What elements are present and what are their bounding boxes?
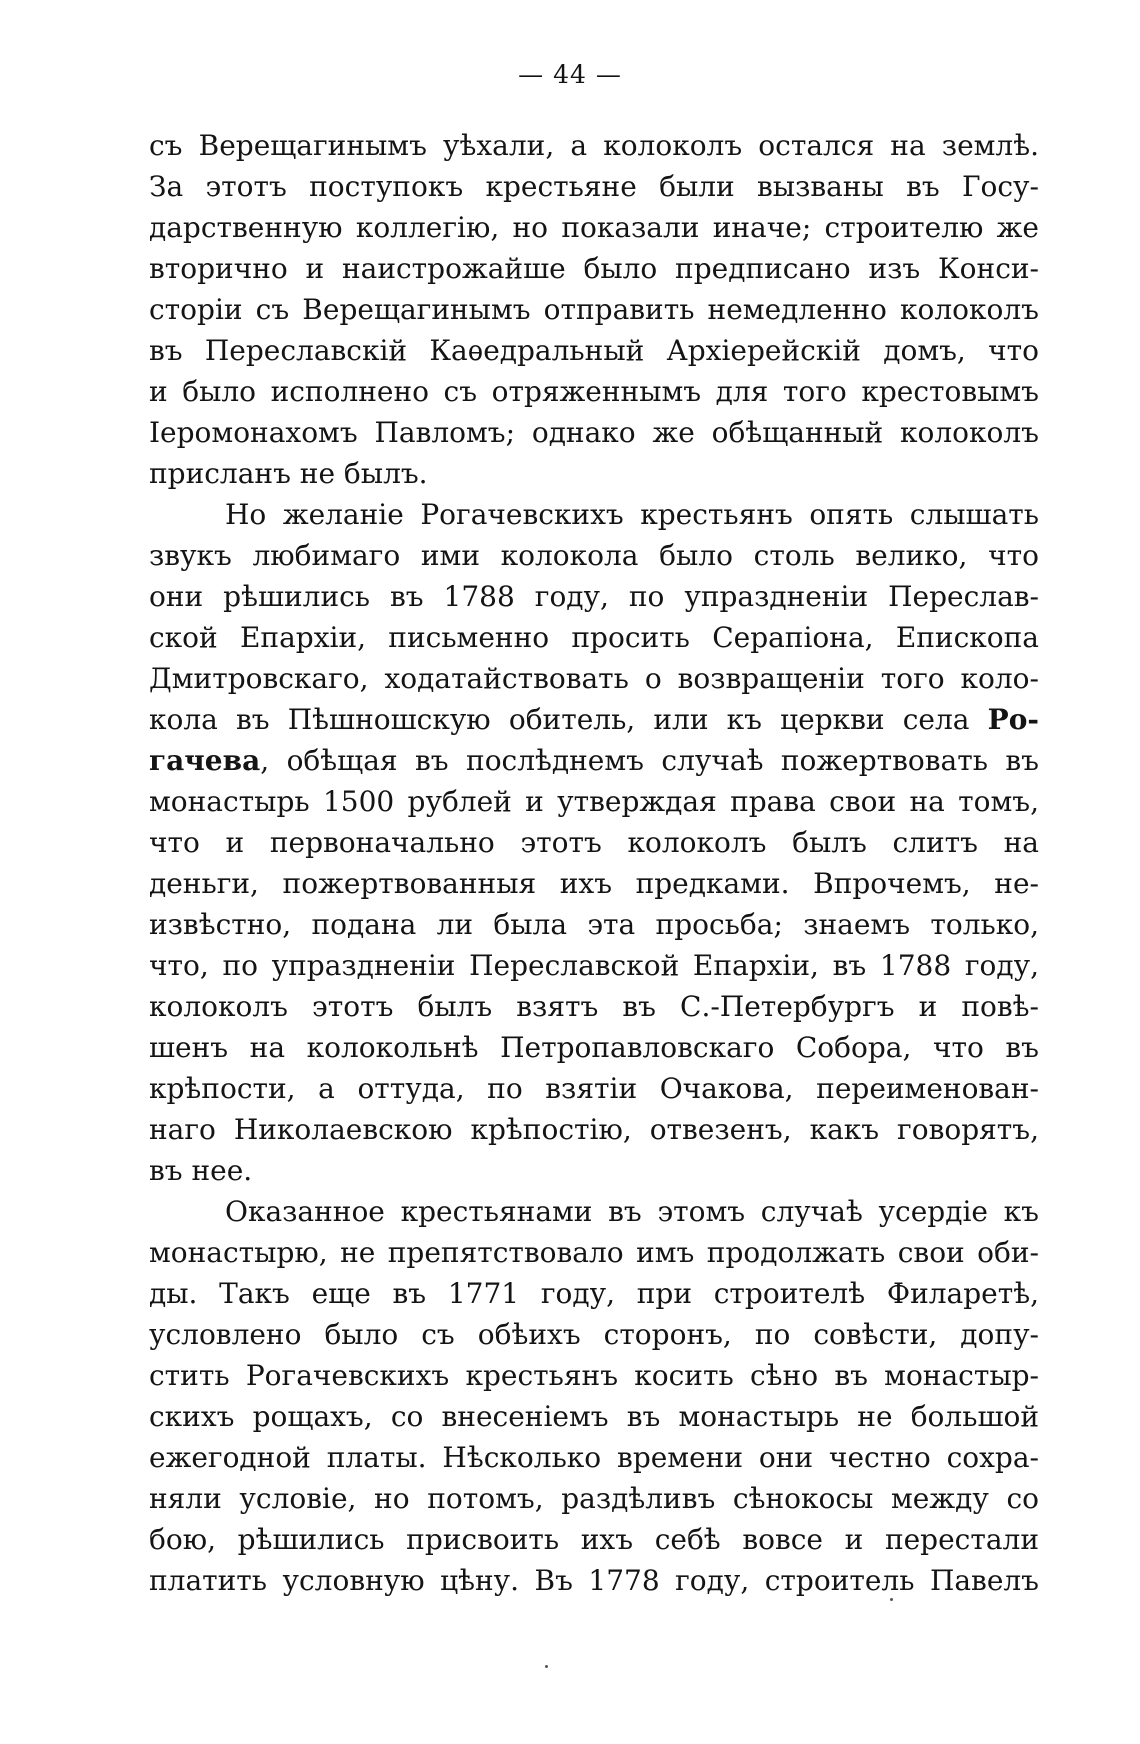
text-line xyxy=(149,740,1039,781)
bold-village-name: Ро- xyxy=(987,703,1039,736)
text-line: условлено было съ обѣихъ сторонъ, по совѣсти, допу- xyxy=(149,1318,1039,1351)
text-line: вторично и наистрожайше было предписано изъ Конси- xyxy=(149,252,1039,285)
text-line: платить условную цѣну. Въ 1778 году, строитель Павелъ xyxy=(149,1564,1039,1597)
text-line: съ Верещагинымъ уѣхали, а колоколъ остался на землѣ. xyxy=(149,129,1039,162)
text-line: Дмитровскаго, ходатайствовать о возвращеніи того коло- xyxy=(149,662,1039,695)
text-line: Но желаніе Рогачевскихъ крестьянъ опять слышать xyxy=(225,498,1039,531)
paragraph xyxy=(149,125,1039,494)
text-line: присланъ не былъ. xyxy=(149,457,428,490)
text-line: бою, рѣшились присвоить ихъ себѣ вовсе и перестали xyxy=(149,1523,1039,1556)
text-line: монастырь 1500 рублей и утверждая права свои на томъ, xyxy=(149,785,1039,818)
text-line: монастырю, не препятствовало имъ продолжать свои оби- xyxy=(149,1236,1039,1269)
text-line: наго Николаевскою крѣпостію, отвезенъ, какъ говорятъ, xyxy=(149,1113,1039,1146)
text-line: въ нее. xyxy=(149,1154,253,1187)
text-line: ской Епархіи, письменно просить Серапіона, Епископа xyxy=(149,621,1039,654)
text-segment: кола въ Пѣшношскую обитель, или къ церкви села xyxy=(149,703,988,736)
text-line: извѣстно, подана ли была эта просьба; знаемъ только, xyxy=(149,908,1039,941)
text-line: звукъ любимаго ими колокола было столь велико, что xyxy=(149,539,1039,572)
text-line: и было исполнено съ отряженнымъ для того крестовымъ xyxy=(149,375,1039,408)
bold-village-name: гачева xyxy=(149,744,261,777)
paragraph xyxy=(149,1191,1039,1601)
text-line: шенъ на колокольнѣ Петропавловскаго Собора, что въ xyxy=(149,1031,1039,1064)
text-line: сторіи съ Верещагинымъ отправить немедленно колоколъ xyxy=(149,293,1039,326)
text-line: няли условіе, но потомъ, раздѣливъ сѣнокосы между со xyxy=(149,1482,1039,1515)
page-number: — 44 — xyxy=(518,60,622,89)
text-line: ежегодной платы. Нѣсколько времени они честно сохра- xyxy=(149,1441,1039,1474)
text-line: что, по упраздненіи Переславской Епархіи, въ 1788 году, xyxy=(149,949,1039,982)
text-line: колоколъ этотъ былъ взятъ въ С.-Петербургъ и повѣ- xyxy=(149,990,1039,1023)
text-line: дарственную коллегію, но показали иначе; строителю же xyxy=(149,211,1039,244)
text-line: скихъ рощахъ, со внесеніемъ въ монастырь не большой xyxy=(149,1400,1039,1433)
text-line: деньги, пожертвованныя ихъ предками. Впрочемъ, не- xyxy=(149,867,1039,900)
text-line: крѣпости, а оттуда, по взятіи Очакова, переименован- xyxy=(149,1072,1039,1105)
text-line: они рѣшились въ 1788 году, по упраздненіи Переслав- xyxy=(149,580,1039,613)
paragraph xyxy=(149,494,1039,1191)
body-text xyxy=(149,125,1039,1601)
text-line: Іеромонахомъ Павломъ; однако же обѣщанный колоколъ xyxy=(149,416,1039,449)
text-line: стить Рогачевскихъ крестьянъ косить сѣно въ монастыр- xyxy=(149,1359,1039,1392)
text-line: въ Переславскій Каѳедральный Архіерейскій домъ, что xyxy=(149,334,1039,367)
text-segment: , обѣщая въ послѣднемъ случаѣ пожертвовать въ xyxy=(260,744,1039,777)
text-line: За этотъ поступокъ крестьяне были вызваны въ Госу- xyxy=(149,170,1039,203)
scan-speck xyxy=(890,1598,893,1601)
text-line: ды. Такъ еще въ 1771 году, при строителѣ Филаретѣ, xyxy=(149,1277,1039,1310)
scan-speck xyxy=(545,1665,548,1668)
text-line: что и первоначально этотъ колоколъ былъ слитъ на xyxy=(149,826,1039,859)
text-line: Оказанное крестьянами въ этомъ случаѣ усердіе къ xyxy=(225,1195,1039,1228)
text-line xyxy=(149,699,1039,740)
